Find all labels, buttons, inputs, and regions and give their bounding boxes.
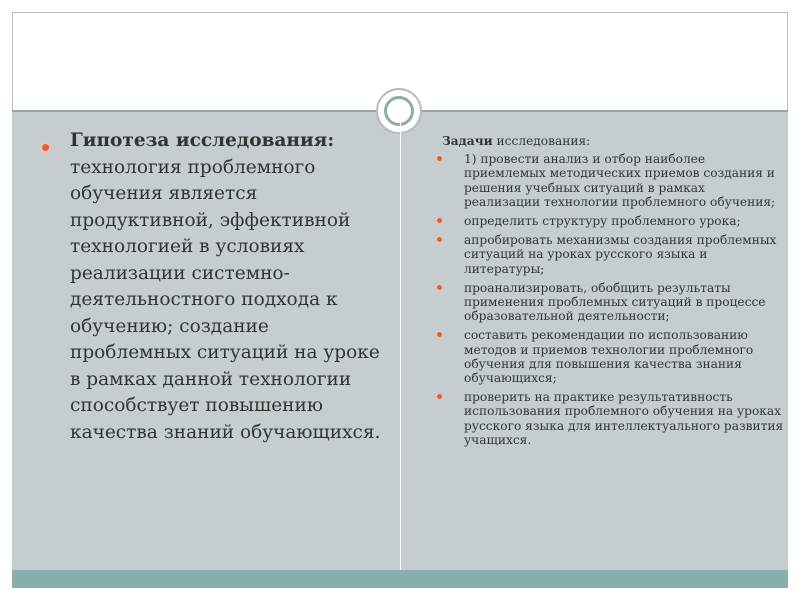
task-item <box>432 281 784 324</box>
orange-bullet-icon <box>436 284 443 291</box>
tasks-heading <box>442 134 784 148</box>
hypothesis-text <box>70 128 388 446</box>
orange-bullet-icon <box>436 393 443 400</box>
circle-ornament-inner <box>384 96 414 126</box>
orange-bullet-icon <box>436 217 443 224</box>
footer-bar <box>12 570 788 588</box>
orange-bullet-icon <box>40 142 51 153</box>
slide <box>12 12 788 588</box>
hypothesis-body: технология проблемного обучения является продуктивной, эффективной технологией в условиях реализации системно-деятельностного подхода к обучению; создание проблемных ситуаций на уроке в рамках данной технологии способствует повышению качества знаний обучающихся. <box>70 156 381 443</box>
orange-bullet-icon <box>436 236 443 243</box>
orange-bullet-icon <box>436 155 443 162</box>
task-item <box>432 214 784 228</box>
task-text: апробировать механизмы создания проблемных ситуаций на уроках русского языка и литературы; <box>464 233 777 276</box>
task-item <box>432 233 784 276</box>
task-text: проанализировать, обобщить результаты применения проблемных ситуаций в процессе образовательной деятельности; <box>464 280 766 324</box>
task-text: составить рекомендации по использованию методов и приемов технологии проблемного обучения для повышения качества знания обучающихся; <box>464 328 754 386</box>
column-divider <box>400 112 401 570</box>
tasks-list <box>432 152 784 447</box>
orange-bullet-icon <box>436 331 443 338</box>
task-item <box>432 390 784 447</box>
task-text: 1) провести анализ и отбор наиболее приемлемых методических приемов создания и решения учебных ситуаций в рамках реализации технологии проблемного обучения; <box>464 152 776 209</box>
task-item <box>432 328 784 385</box>
tasks-heading-rest: исследования: <box>492 134 591 148</box>
task-item <box>432 152 784 209</box>
tasks-heading-bold: Задачи <box>442 134 493 148</box>
tasks-block <box>432 134 784 452</box>
task-text: проверить на практике результативность использования проблемного обучения на уроках русского языка для интеллектуального развития учащихся. <box>464 390 784 447</box>
hypothesis-block <box>40 128 388 446</box>
task-text: определить структуру проблемного урока; <box>464 214 741 229</box>
hypothesis-label: Гипотеза исследования: <box>70 130 335 151</box>
